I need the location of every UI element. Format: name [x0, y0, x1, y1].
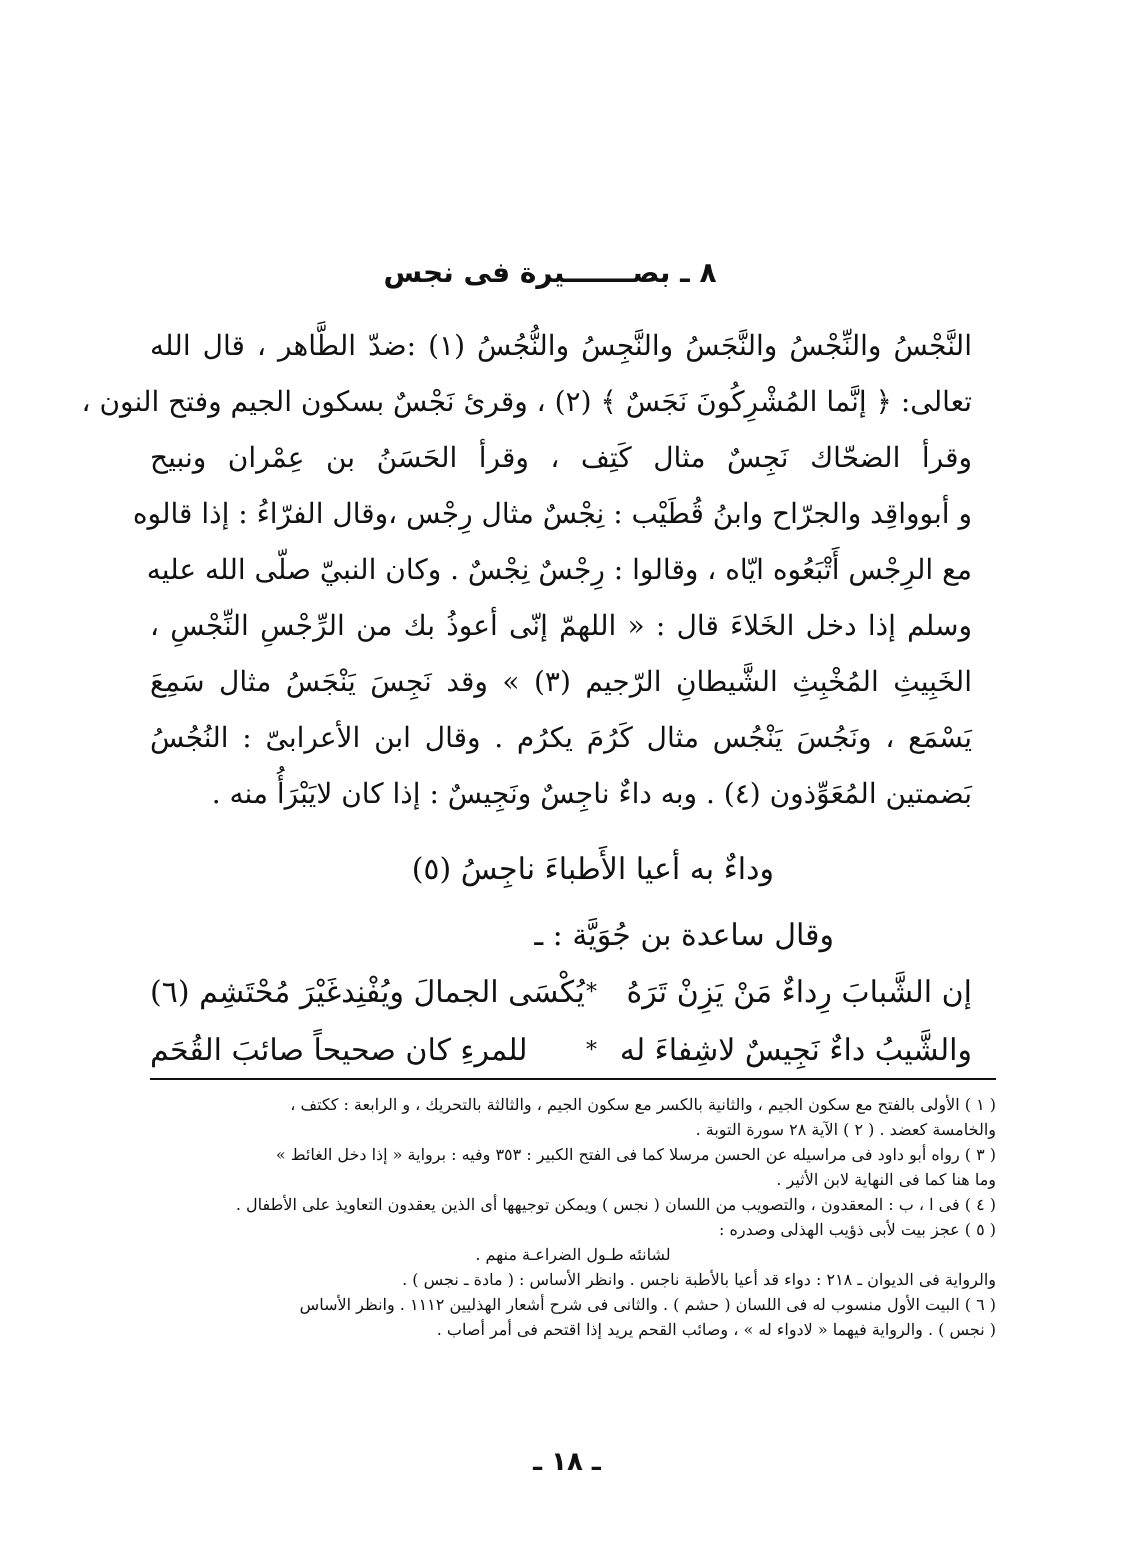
verse-intro: وقال ساعدة بن جُوَيَّة : ـ	[534, 918, 834, 953]
body-line: مع الرِجْس أَتْبَعُوه ايّاه ، وقالوا : رِجْسٌ نِجْسٌ . وكان النبيّ صلّى الله عليه	[146, 553, 972, 586]
footnote-line: ( ١ ) الأولى بالفتح مع سكون الجيم ، والثانية بالكسر مع سكون الجيم ، والثالثة بالتحريك ، و الرابعة : ككتف ،	[290, 1095, 996, 1114]
footnotes	[150, 1092, 996, 1342]
body-line: الخَبِيثِ المُخْبِثِ الشَّيطانِ الرّجيم (٣) » وقد نَجِسَ يَنْجَسُ مثال سَمِعَ	[150, 665, 972, 698]
body-line: و أبوواقِد والجرّاح وابنُ قُطَيْب : نِجْسٌ مثال رِجْس ،وقال الفرّاءُ : إذا قالوه	[132, 497, 972, 530]
footnote-line: لشانئه طـول الضراعـة منهم .	[475, 1245, 671, 1264]
footnote-line: وما هنا كما فى النهاية لابن الأثير .	[776, 1170, 996, 1189]
poem-second-hemistich: يُكْسَى الجمالَ ويُفْنِدغَيْرَ مُحْتَشِم (٦)	[150, 975, 585, 1010]
footnote-line: ( نجس ) . والرواية فيهما « لادواء له » ، وصائب القحم يريد إذا اقتحم فى أمر أصاب .	[436, 1320, 996, 1339]
footnote-line: ( ٦ ) البيت الأول منسوب له فى اللسان ( حشم ) . والثانى فى شرح أشعار الهذليين ١١١٢ . وانظر الأساس	[299, 1295, 996, 1314]
poem	[150, 964, 972, 1080]
verse-separator-star: *	[586, 980, 597, 1005]
body-line: بَضمتين المُعَوِّذون (٤) . وبه داءٌ ناجِسٌ ونَجِيسٌ : إذا كان لايَبْرَأُ منه .	[211, 777, 972, 810]
poem-first-hemistich: إن الشَّبابَ رِداءٌ مَنْ يَزِنْ تَرَهُ	[626, 975, 972, 1010]
section-heading: ٨ ـ بصـــــــيرة فى نجس	[383, 256, 717, 289]
body-line: تعالى: ﴿ إنَّما المُشْرِكُونَ نَجَسٌ ﴾ (٢) ، وقرئ نَجْسٌ بسكون الجيم وفتح النون ،	[81, 385, 972, 418]
verse-hemistich: وداءٌ به أعيا الأَطباءَ ناجِسُ (٥)	[411, 852, 774, 887]
page-number: ـ ١٨ ـ	[533, 1447, 601, 1477]
body-line: يَسْمَع ، ونَجُسَ يَنْجُس مثال كَرُمَ يكرُم . وقال ابن الأعرابىّ : النُجُسُ	[150, 721, 972, 754]
body-line: النَّجْسُ والنِّجْسُ والنَّجَسُ والنَّجِسُ والنُّجُسُ (١) :ضدّ الطَّاهر ، قال الله	[150, 329, 972, 362]
body-text	[81, 318, 972, 822]
footnote-line: والرواية فى الديوان ـ ٢١٨ : دواء قد أعيا بالأطبة ناجس . وانظر الأساس : ( مادة ـ نجس ) .	[402, 1270, 996, 1289]
footnote-divider	[150, 1078, 996, 1080]
poem-verse	[150, 964, 972, 1022]
poem-first-hemistich: والشَّيبُ داءٌ نَجِيسٌ لاشِفاءَ له	[619, 1033, 972, 1068]
poem-second-hemistich: للمرءِ كان صحيحاً صائبَ القُحَم	[150, 1033, 528, 1068]
footnote-line: والخامسة كعضد . ( ٢ ) الآية ٢٨ سورة التوبة .	[695, 1120, 996, 1139]
footnote-line: ( ٣ ) رواه أبو داود فى مراسيله عن الحسن مرسلا كما فى الفتح الكبير : ٣٥٣ وفيه : برواية « إذا دخل الغائط »	[275, 1145, 996, 1164]
poem-verse	[150, 1022, 972, 1080]
body-line: وقرأ الضحّاك نَجِسٌ مثال كَتِف ، وقرأ الحَسَنُ بن عِمْران ونبيح	[150, 441, 972, 474]
verse-separator-star: *	[586, 1038, 597, 1063]
body-line: وسلم إذا دخل الخَلاءَ قال : « اللهمّ إنّى أعوذُ بك من الرِّجْسِ النِّجْسِ ،	[150, 609, 972, 642]
footnote-line: ( ٤ ) فى ا ، ب : المعقدون ، والتصويب من اللسان ( نجس ) ويمكن توجيهها أى الذين يعقدون التعاويذ على الأطفال .	[235, 1195, 996, 1214]
footnote-line: ( ٥ ) عجز بيت لأبى ذؤيب الهذلى وصدره :	[719, 1220, 996, 1239]
